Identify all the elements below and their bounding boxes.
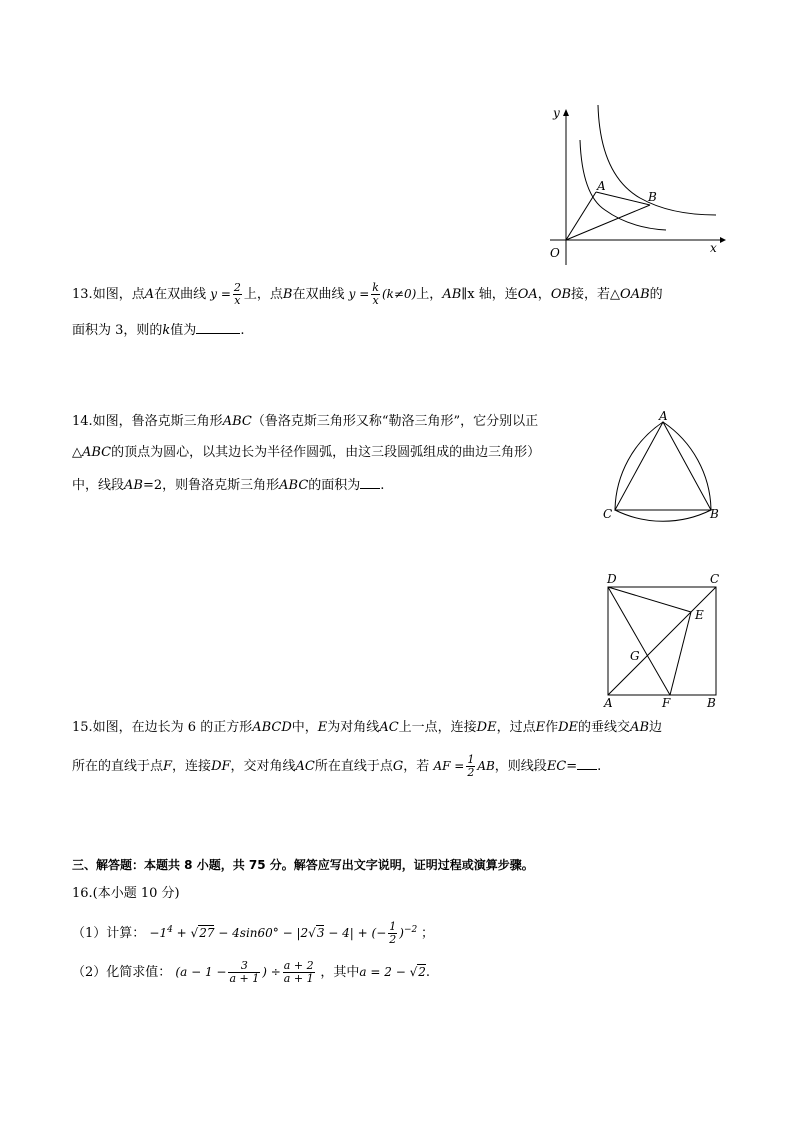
answer-blank	[196, 320, 240, 334]
q15-text: =	[566, 759, 578, 774]
q13-text: ∥x 轴，连	[461, 287, 518, 302]
eq1-fraction	[233, 282, 242, 307]
diagonal-AC-text: AC	[295, 759, 315, 774]
q16-text: ，其中	[320, 965, 360, 980]
q15-text: 边	[649, 720, 663, 735]
q15-line2	[72, 754, 601, 779]
expr-term: − 4sin60° − |2	[214, 926, 309, 940]
q16-part1	[72, 920, 434, 946]
label-F: F	[662, 696, 671, 710]
triangle-OAB-text: OAB	[620, 287, 650, 302]
label-B: B	[707, 696, 716, 710]
expr-fraction	[388, 921, 397, 946]
point-B: B	[282, 287, 293, 302]
point-A: A	[124, 478, 134, 493]
q15-text: 的垂线交	[578, 720, 631, 735]
q13-text: 上，点	[243, 287, 283, 302]
q13-text: 接，若△	[571, 287, 621, 302]
eq1-numerator: 2	[233, 281, 241, 294]
q15-text: 所在直线于点	[314, 759, 393, 774]
q13-text: 面积为 3，则的	[72, 323, 163, 338]
q14-text: △	[72, 445, 82, 460]
fraction-denominator: 2	[389, 933, 397, 946]
q16-part2-label: （2）化简求值：	[72, 965, 172, 980]
half-fraction	[466, 754, 475, 779]
q15-text: .	[597, 759, 602, 774]
expr-radicand: 3	[316, 926, 325, 940]
fraction-denominator: 2	[467, 766, 475, 779]
expr-exponent: −2	[403, 925, 418, 935]
point-B: B	[133, 478, 143, 493]
q15-text: ，若	[403, 759, 430, 774]
segment-DE-text: DE	[558, 720, 579, 735]
eq-rhs: AB	[477, 759, 495, 773]
q14-text: （鲁洛克斯三角形又称“勒洛三角形”，它分别以正	[251, 414, 539, 429]
q16-part1-label: （1）计算：	[72, 926, 146, 941]
triangle-ABC-text: ABC	[82, 445, 112, 460]
label-y: y	[553, 106, 560, 120]
segment-AB-text: AB	[442, 287, 462, 302]
eq1-lhs: y =	[210, 287, 231, 301]
equilateral-triangle-ABC	[615, 422, 711, 510]
q16-text: ；	[421, 926, 435, 941]
label-O: O	[550, 246, 560, 260]
q15-text: ，交对角线	[230, 759, 296, 774]
q15-line1	[72, 718, 662, 738]
answer-blank	[360, 475, 380, 489]
q13-line1	[72, 282, 663, 307]
label-A: A	[659, 410, 668, 423]
point-E: E	[535, 720, 546, 735]
eq2-lhs: y =	[348, 287, 370, 301]
eq2-denominator: x	[372, 294, 379, 307]
expr-fraction	[283, 960, 315, 985]
expr-radicand: 2	[418, 965, 426, 979]
q15-text: 为对角线	[327, 720, 380, 735]
figure-13-hyperbola	[530, 100, 730, 270]
x-axis-arrow	[720, 237, 726, 243]
point-A: A	[144, 287, 155, 302]
y-axis-arrow	[563, 109, 569, 116]
segment-OA-text: OA	[517, 287, 538, 302]
label-G: G	[630, 649, 640, 663]
square-ABCD-text: ABCD	[252, 720, 292, 735]
q16-text: .	[425, 965, 431, 980]
segment-EF	[670, 612, 691, 695]
q14-text: =2，则鲁洛克斯三角形	[142, 478, 280, 493]
expr-op: ) ÷	[262, 965, 281, 979]
triangle-ABC-text: ABC	[222, 414, 252, 429]
label-E: E	[695, 608, 704, 622]
eq2-condition: (k≠0)	[381, 287, 417, 301]
expr-op: +	[172, 926, 191, 940]
q15-text: 15.如图，在边长为 6 的正方形	[72, 720, 253, 735]
label-C: C	[603, 507, 613, 521]
label-x: x	[710, 241, 717, 255]
segment-DF-text: DF	[211, 759, 231, 774]
segment-DE-text: DE	[476, 720, 497, 735]
answer-blank	[577, 756, 597, 770]
q13-text: 的	[649, 287, 663, 302]
q13-text: 在双曲线	[292, 287, 345, 302]
figure-14-reuleaux	[598, 410, 728, 525]
label-C: C	[710, 572, 720, 586]
label-D: D	[607, 572, 617, 586]
fraction-numerator: 1	[389, 920, 397, 933]
q15-text: 上一点，连接	[398, 720, 477, 735]
q14-text: 的面积为	[308, 478, 361, 493]
q13-text: 在双曲线	[154, 287, 207, 302]
side-AB-text: AB	[630, 720, 650, 735]
variable-k: k	[162, 323, 171, 338]
q14-text: 的顶点为圆心，以其边长为半径作圆弧，由这三段圆弧组成的曲边三角形）	[111, 445, 541, 460]
label-B: B	[710, 507, 719, 521]
eq2-numerator: k	[372, 281, 379, 294]
expr-term: )	[399, 926, 404, 940]
expr-exponent: 4	[167, 925, 173, 935]
label-B: B	[648, 190, 657, 204]
q14-line1	[72, 412, 538, 432]
fraction-denominator: a + 1	[229, 972, 260, 985]
q13-text: ，	[537, 287, 551, 302]
q15-text: 所在的直线于点	[72, 759, 164, 774]
q14-text: 中，线段	[72, 478, 125, 493]
segment-OB	[566, 205, 650, 240]
diagonal-AC-text: AC	[379, 720, 399, 735]
label-A: A	[597, 179, 606, 193]
eq2-fraction	[371, 282, 380, 307]
fraction-numerator: 3	[228, 960, 260, 973]
q16-part2	[72, 960, 430, 985]
q15-text: 中，	[291, 720, 318, 735]
triangle-ABC-text: ABC	[279, 478, 309, 493]
expr-term: −1	[149, 926, 168, 940]
q13-text: .	[240, 323, 245, 338]
q15-text: ，则线段	[494, 759, 547, 774]
q16-header: 16.(本小题 10 分)	[72, 886, 180, 901]
fraction-numerator: a + 2	[283, 959, 314, 972]
segment-OB-text: OB	[550, 287, 572, 302]
q13-text: 上，	[416, 287, 443, 302]
section-3-title: 三、解答题：本题共 8 小题，共 75 分。解答应写出文字说明，证明过程或演算步骤。	[72, 858, 534, 872]
q14-line3	[72, 475, 384, 496]
point-G: G	[392, 759, 404, 774]
q14-text: 14.如图，鲁洛克斯三角形	[72, 414, 223, 429]
q13-text: 如图，点	[92, 287, 145, 302]
q15-text: 作	[545, 720, 559, 735]
q16-part1-expression: $-1^4 + √27 - 4\sin 60^\circ - |2√3 - 4|$ + (− $\frac{1}{2}$ )$^{-2}$	[149, 920, 418, 946]
q14-line2	[72, 443, 540, 463]
label-A: A	[604, 696, 613, 710]
q15-text: ，过点	[496, 720, 536, 735]
eq1-denominator: x	[234, 294, 241, 307]
q15-text: ，连接	[172, 759, 212, 774]
fraction-denominator: a + 1	[283, 972, 314, 985]
expr-radicand: 27	[199, 926, 215, 940]
q16-part2-expression	[175, 959, 320, 985]
expr-term: a = 2 −	[359, 965, 410, 979]
q16-part2-value: a = 2 − √2	[359, 965, 426, 979]
q13-text: 值为	[170, 323, 197, 338]
expr-term: − 4| + (−	[324, 926, 387, 940]
q13-line2	[72, 320, 244, 341]
point-E: E	[317, 720, 328, 735]
fraction-numerator: 1	[467, 753, 475, 766]
q14-text: .	[380, 478, 385, 493]
hyperbola-k-over-x	[598, 105, 716, 215]
expr-fraction	[228, 960, 260, 985]
eq-lhs: AF =	[433, 759, 465, 773]
q13-number: 13.	[72, 287, 93, 302]
reuleaux-outline	[615, 422, 711, 521]
figure-15-square	[598, 570, 728, 710]
point-F: F	[163, 759, 173, 774]
expr-term: (a − 1 −	[175, 965, 227, 979]
segment-OA	[566, 192, 596, 240]
segment-EC-text: EC	[546, 759, 567, 774]
